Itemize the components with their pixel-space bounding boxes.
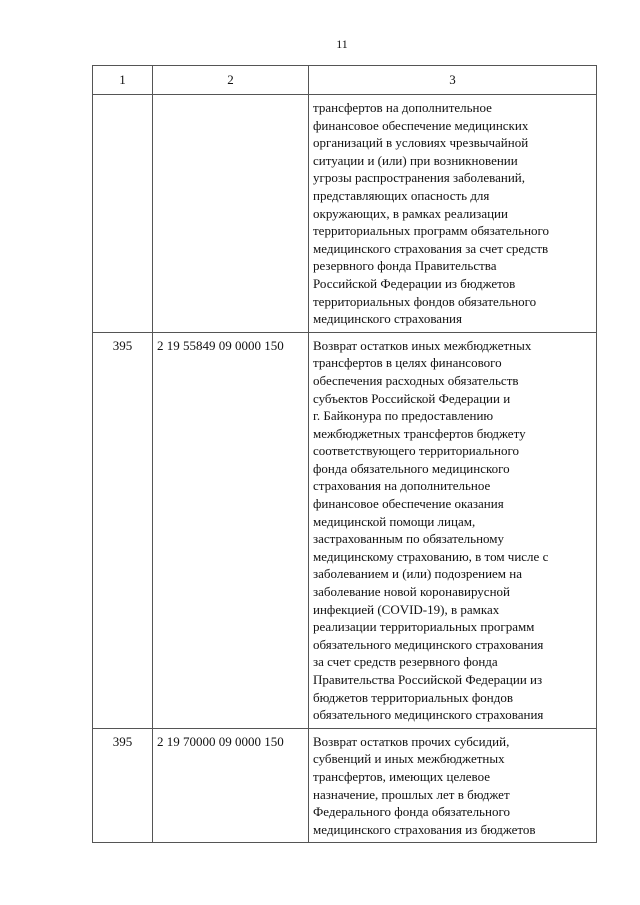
description-cell [309,95,597,333]
description-line: реализации территориальных программ [313,619,535,635]
description-line: застрахованным по обязательному [313,531,505,547]
description-line: Возврат остатков прочих субсидий, [313,733,510,749]
description-line: за счет средств резервного фонда [313,654,498,670]
description-line: медицинского страхования [313,311,462,327]
description-line: г. Байконура по предоставлению [313,408,494,424]
budget-code-cell: 2 19 70000 09 0000 150 [153,728,309,843]
description-line: бюджетов территориальных фондов [313,689,514,705]
table-row [93,95,597,333]
description-line: территориальных программ обязательного [313,223,550,239]
column-header-3: 3 [309,66,597,95]
row-number-cell: 395 [93,728,153,843]
description-line: фонда обязательного медицинского [313,460,510,476]
page-number: 11 [336,37,348,51]
description-line: трансфертов на дополнительное [313,100,492,115]
description-line: представляющих опасность для [313,187,490,203]
budget-code-cell [153,95,309,333]
description-line: Правительства Российской Федерации из [313,672,543,687]
description-line: медицинскому страхованию, в том числе с [313,548,549,564]
description-line: угрозы распространения заболеваний, [313,170,525,186]
column-header-1: 1 [93,66,153,95]
description-line: Российской Федерации из бюджетов [313,275,516,291]
description-line: инфекцией (COVID-19), в рамках [313,601,500,617]
description-cell [309,728,597,843]
description-cell [309,332,597,728]
table-header-row [93,66,597,95]
description-line: Возврат остатков иных межбюджетных [313,337,532,353]
description-line: страхования на дополнительное [313,478,491,494]
table-row [93,332,597,728]
description-line: финансовое обеспечение оказания [313,496,504,512]
description-line: медицинской помощи лицам, [313,513,476,529]
table-row [93,728,597,843]
description-line: медицинского страхования за счет средств [313,240,549,256]
description-line: обязательного медицинского страхования [313,636,544,652]
description-line: субъектов Российской Федерации и [313,390,511,406]
description-line: соответствующего территориального [313,443,519,459]
description-line: медицинского страхования из бюджетов [313,821,536,837]
budget-code-cell: 2 19 55849 09 0000 150 [153,332,309,728]
budget-codes-table [92,65,597,843]
description-line: обязательного медицинского страхования [313,707,544,723]
description-line: заболевание новой коронавирусной [313,584,510,600]
description-line: организаций в условиях чрезвычайной [313,135,529,151]
description-line: ситуации и (или) при возникновении [313,152,518,168]
description-line: окружающих, в рамках реализации [313,205,508,221]
description-line: резервного фонда Правительства [313,258,497,274]
column-header-2: 2 [153,66,309,95]
description-line: трансфертов, имеющих целевое [313,768,491,784]
description-line: территориальных фондов обязательного [313,293,537,309]
row-number-cell: 395 [93,332,153,728]
description-line: финансовое обеспечение медицинских [313,117,529,133]
description-line: заболеванием и (или) подозрением на [313,566,523,582]
description-line: назначение, прошлых лет в бюджет [313,786,510,802]
description-line: межбюджетных трансфертов бюджету [313,425,526,441]
description-line: обеспечения расходных обязательств [313,372,519,388]
description-line: субвенций и иных межбюджетных [313,751,505,767]
description-line: Федерального фонда обязательного [313,804,510,820]
row-number-cell [93,95,153,333]
description-line: трансфертов в целях финансового [313,355,502,371]
